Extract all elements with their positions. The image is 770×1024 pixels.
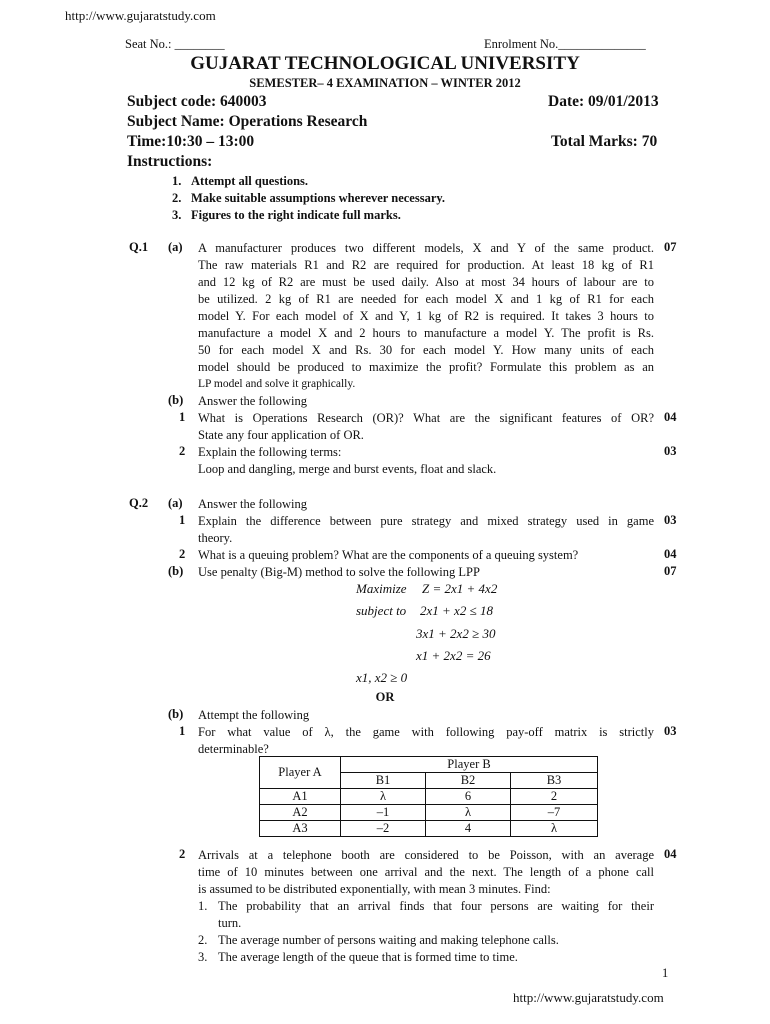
- row-header-cell: Player A: [260, 757, 341, 789]
- q1b-title: Answer the following: [198, 394, 308, 408]
- subitem-line: The average number of persons waiting and making telephone calls.: [218, 933, 559, 947]
- q2b-marks: 07: [664, 564, 677, 578]
- q1a-line: model Y. For each model of X and Y, 1 kg of R2 is required. It takes 3 hours to: [198, 309, 654, 323]
- q1a-line: The raw materials R1 and R2 are required for production. At least 18 kg of R1: [198, 258, 654, 272]
- subitem-number: 2.: [198, 933, 208, 947]
- q1a-line: LP model and solve it graphically.: [198, 378, 356, 390]
- q1b-label: (b): [168, 393, 184, 407]
- q1b1-number: 1: [179, 410, 186, 424]
- column-header-cell: Player B: [341, 757, 598, 773]
- q1b2-line: Loop and dangling, merge and burst events, float and slack.: [198, 462, 497, 476]
- instruction-text: Attempt all questions.: [191, 174, 309, 188]
- q1a-label: (a): [168, 240, 183, 254]
- q2a1-number: 1: [179, 513, 186, 527]
- lpp-constraint: x1 + 2x2 = 26: [416, 648, 491, 663]
- q2a2-line: What is a queuing problem? What are the components of a queuing system?: [198, 548, 579, 562]
- table-cell: –1: [341, 805, 426, 821]
- instruction-text: Figures to the right indicate full marks.: [191, 208, 401, 222]
- exam-time: Time:10:30 – 13:00: [127, 133, 255, 150]
- table-row: [260, 789, 598, 805]
- q2b-alt1-line: determinable?: [198, 742, 269, 756]
- lpp-constraint: 3x1 + 2x2 ≥ 30: [416, 626, 496, 641]
- row-label-cell: A2: [260, 805, 341, 821]
- page-number: 1: [662, 966, 669, 980]
- table-row: [260, 821, 598, 837]
- row-label-cell: A1: [260, 789, 341, 805]
- q1a-line: and 12 kg of R2 are must be used daily. Also at most 34 hours of labour are to: [198, 275, 654, 289]
- q2a1-line: theory.: [198, 531, 233, 545]
- q1b1-line: State any four application of OR.: [198, 428, 364, 442]
- q1b1-line: What is Operations Research (OR)? What are the significant features of OR?: [198, 411, 654, 425]
- q2b-alt2-number: 2: [179, 847, 186, 861]
- q2b-alt2-line: is assumed to be distributed exponentially, with mean 3 minutes. Find:: [198, 882, 551, 896]
- q1-label: Q.1: [129, 240, 149, 254]
- lpp-objective-label: Maximize: [356, 581, 407, 596]
- q1a-marks: 07: [664, 240, 677, 254]
- lpp-objective: Z = 2x1 + 4x2: [422, 581, 498, 596]
- payoff-matrix-table: [259, 756, 598, 837]
- table-cell: –2: [341, 821, 426, 837]
- q2-label: Q.2: [129, 496, 149, 510]
- footer-url[interactable]: http://www.gujaratstudy.com: [513, 990, 664, 1005]
- q2a-title: Answer the following: [198, 497, 308, 511]
- row-label-cell: A3: [260, 821, 341, 837]
- or-separator: OR: [375, 690, 395, 704]
- table-cell: λ: [511, 821, 598, 837]
- seat-number: Seat No.: ________: [125, 37, 225, 51]
- q2b-alt2-line: Arrivals at a telephone booth are considered to be Poisson, with an average: [198, 848, 654, 862]
- subitem-number: 3.: [198, 950, 208, 964]
- subject-name: Subject Name: Operations Research: [127, 113, 368, 130]
- table-row: [260, 805, 598, 821]
- column-label-cell: B2: [426, 773, 511, 789]
- instruction-number: 3.: [172, 208, 182, 222]
- instruction-number: 2.: [172, 191, 182, 205]
- q2a1-line: Explain the difference between pure strategy and mixed strategy used in game: [198, 514, 654, 528]
- lpp-nonnegativity: x1, x2 ≥ 0: [356, 670, 408, 685]
- q1a-line: A manufacturer produces two different models, X and Y of the same product.: [198, 241, 654, 255]
- q2a2-marks: 04: [664, 547, 677, 561]
- table-cell: –7: [511, 805, 598, 821]
- q2a2-number: 2: [179, 547, 186, 561]
- q2b-text: Use penalty (Big-M) method to solve the following LPP: [198, 565, 480, 579]
- header-url[interactable]: http://www.gujaratstudy.com: [65, 8, 216, 23]
- table-cell: 2: [511, 789, 598, 805]
- column-label-cell: B1: [341, 773, 426, 789]
- instructions-title: Instructions:: [127, 153, 213, 170]
- lpp-constraint: 2x1 + x2 ≤ 18: [420, 603, 493, 618]
- q1a-line: model should be produced to maximize the profit? Formulate this problem as an: [198, 360, 654, 374]
- q2b-alt2-line: time of 10 minutes between one arrival and the next. The length of a phone call: [198, 865, 654, 879]
- q2b-alt-label: (b): [168, 707, 184, 721]
- q1a-line: 50 for each model X and Rs. 30 for each model Y. How many units of each: [198, 343, 654, 357]
- instruction-number: 1.: [172, 174, 182, 188]
- table-cell: λ: [426, 805, 511, 821]
- q2a-label: (a): [168, 496, 183, 510]
- semester-line: SEMESTER– 4 EXAMINATION – WINTER 2012: [249, 76, 521, 90]
- q1a-line: be utilized. 2 kg of R1 are needed for each model X and 1 kg of R1 for each: [198, 292, 654, 306]
- university-title: GUJARAT TECHNOLOGICAL UNIVERSITY: [190, 53, 580, 74]
- instruction-text: Make suitable assumptions wherever necessary.: [191, 191, 446, 205]
- q2b-alt-title: Attempt the following: [198, 708, 310, 722]
- total-marks: Total Marks: 70: [551, 133, 658, 150]
- q2b-alt1-marks: 03: [664, 724, 677, 738]
- subitem-line: The probability that an arrival finds that four persons are waiting for their: [218, 899, 654, 913]
- enrolment-number: Enrolment No.______________: [484, 37, 646, 51]
- table-cell: 6: [426, 789, 511, 805]
- q1a-line: manufacture a model X and 2 hours to manufacture a model Y. The profit is Rs.: [198, 326, 654, 340]
- q1b2-marks: 03: [664, 444, 677, 458]
- q1b2-number: 2: [179, 444, 186, 458]
- column-label-cell: B3: [511, 773, 598, 789]
- subject-code: Subject code: 640003: [127, 93, 267, 110]
- q1b1-marks: 04: [664, 410, 677, 424]
- table-row: [260, 757, 598, 773]
- q2b-alt2-marks: 04: [664, 847, 677, 861]
- exam-date: Date: 09/01/2013: [548, 93, 659, 110]
- subitem-line: turn.: [218, 916, 242, 930]
- q2b-alt1-number: 1: [179, 724, 186, 738]
- subitem-line: The average length of the queue that is formed time to time.: [218, 950, 518, 964]
- lpp-subject-to-label: subject to: [356, 603, 407, 618]
- table-cell: 4: [426, 821, 511, 837]
- q2a1-marks: 03: [664, 513, 677, 527]
- q1b2-line: Explain the following terms:: [198, 445, 342, 459]
- q2b-label: (b): [168, 564, 184, 578]
- q2b-alt1-line: For what value of λ, the game with following pay-off matrix is strictly: [198, 725, 654, 739]
- subitem-number: 1.: [198, 899, 208, 913]
- table-cell: λ: [341, 789, 426, 805]
